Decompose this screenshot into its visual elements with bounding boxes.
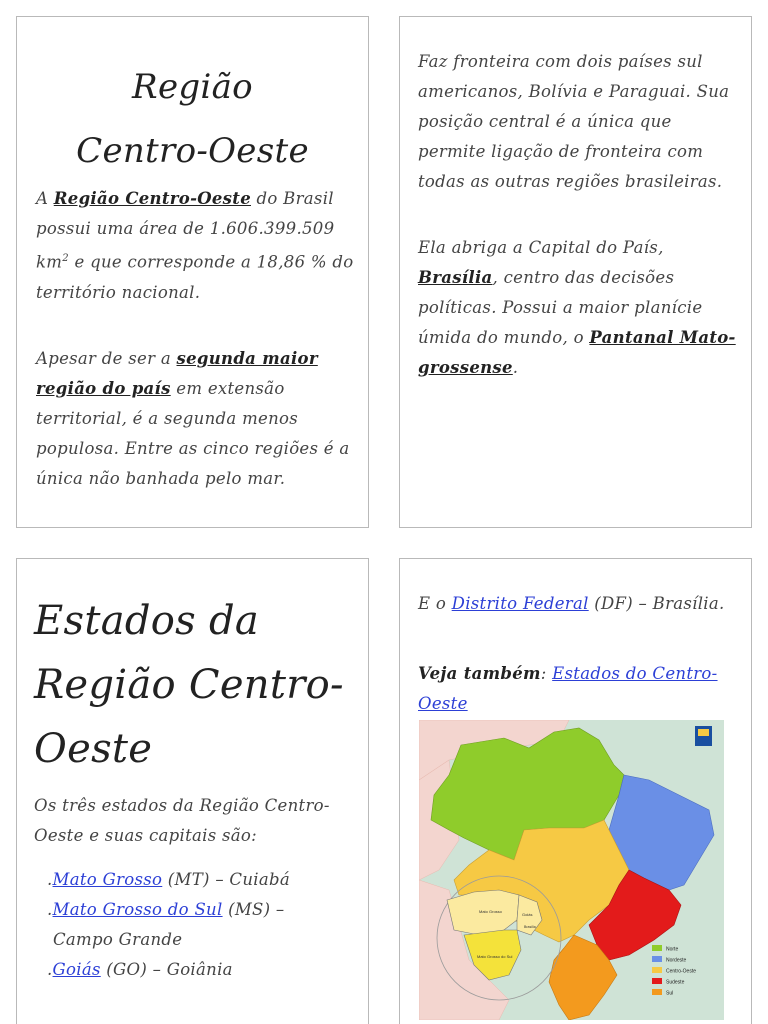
- capital-name: Brasília: [418, 268, 493, 287]
- legend-label: Nordeste: [666, 957, 687, 964]
- map-svg: [419, 720, 724, 1020]
- state-link-goias[interactable]: Goiás: [52, 960, 101, 979]
- bullet: .: [47, 870, 53, 889]
- legend-label: Sul: [666, 990, 674, 997]
- distrito-federal-link[interactable]: Distrito Federal: [451, 594, 589, 613]
- text: :: [540, 664, 553, 683]
- map-logo-inner: [698, 729, 709, 736]
- legend-label: Norte: [666, 946, 679, 953]
- text: (DF) – Brasília.: [588, 594, 725, 613]
- list-item: [47, 895, 357, 925]
- card-regiao-centro-oeste: [16, 16, 369, 528]
- text: .: [512, 358, 519, 377]
- legend-swatch-sudeste: [652, 978, 662, 984]
- superscript: 2: [62, 253, 69, 264]
- card4-paragraph-1: [418, 589, 742, 619]
- label-ms: Mato Grosso do Sul: [477, 954, 513, 959]
- title-line-3: Oeste: [34, 726, 153, 772]
- label-mt: Mato Grosso: [479, 909, 502, 914]
- title-line-2: Centro-Oeste: [76, 131, 309, 171]
- legend-swatch-nordeste: [652, 956, 662, 962]
- text: Apesar de ser a: [36, 349, 177, 368]
- legend-label: Sudeste: [666, 979, 685, 986]
- state-detail: (GO) – Goiânia: [100, 960, 233, 979]
- text: em extensão territorial, é a segunda menos populosa. Entre as cinco regiões é a única não banhada pelo mar.: [36, 379, 350, 488]
- label-go: Goiás: [522, 912, 533, 917]
- state-detail: (MT) – Cuiabá: [162, 870, 290, 889]
- card-fronteiras: [399, 16, 752, 528]
- text: A: [36, 189, 54, 208]
- state-link-mato-grosso[interactable]: Mato Grosso: [52, 870, 163, 889]
- state-capital-line: Campo Grande: [53, 930, 183, 949]
- region-name: Região Centro-Oeste: [53, 189, 251, 208]
- text: E o: [418, 594, 452, 613]
- card1-title: [17, 55, 368, 183]
- emphasis: segunda maior região do país: [36, 349, 318, 398]
- card1-paragraph-1: [36, 184, 356, 308]
- card-distrito-federal: [399, 558, 752, 1024]
- title-line-1: Região: [132, 67, 253, 107]
- pantanal-name: Pantanal Mato-grossense: [418, 328, 736, 377]
- label-df: Brasília: [524, 925, 536, 929]
- card-estados: [16, 558, 369, 1024]
- state-link-mato-grosso-do-sul[interactable]: Mato Grosso do Sul: [52, 900, 223, 919]
- text: Ela abriga a Capital do País,: [418, 238, 664, 257]
- card3-title: [34, 589, 364, 781]
- legend-swatch-sul: [652, 989, 662, 995]
- card4-see-also: [418, 659, 742, 719]
- see-also-label: Veja também: [418, 664, 541, 683]
- title-line-2: Região Centro-: [34, 662, 344, 708]
- bullet: .: [47, 960, 53, 979]
- legend-swatch-centro-oeste: [652, 967, 662, 973]
- legend-swatch-norte: [652, 945, 662, 951]
- text: , centro das decisões políticas. Possui a maior planície úmida do mundo, o: [418, 268, 703, 347]
- title-line-1: Estados da: [34, 598, 260, 644]
- text: do Brasil possui uma área de 1.606.399.509 km: [36, 189, 335, 272]
- estados-centro-oeste-link[interactable]: Estados do Centro-Oeste: [418, 664, 718, 713]
- card1-paragraph-2: [36, 344, 356, 494]
- text: e que corresponde a 18,86 % do território nacional.: [36, 252, 354, 302]
- card2-paragraph-1: Faz fronteira com dois países sul americanos, Bolívia e Paraguai. Sua posição central é a única que permite ligação de fronteira com todas as outras regiões brasileiras.: [418, 52, 730, 191]
- legend-label: Centro-Oeste: [666, 968, 697, 975]
- state-list: [47, 865, 357, 985]
- state-detail: (MS) –: [222, 900, 285, 919]
- map-legend: [652, 945, 696, 997]
- brazil-regions-map: [419, 720, 724, 1020]
- list-item: [47, 955, 357, 985]
- list-item: [47, 865, 357, 895]
- bullet: .: [47, 900, 53, 919]
- card3-intro: Os três estados da Região Centro-Oeste e suas capitais são:: [34, 796, 330, 845]
- card2-paragraph-2: [418, 233, 742, 383]
